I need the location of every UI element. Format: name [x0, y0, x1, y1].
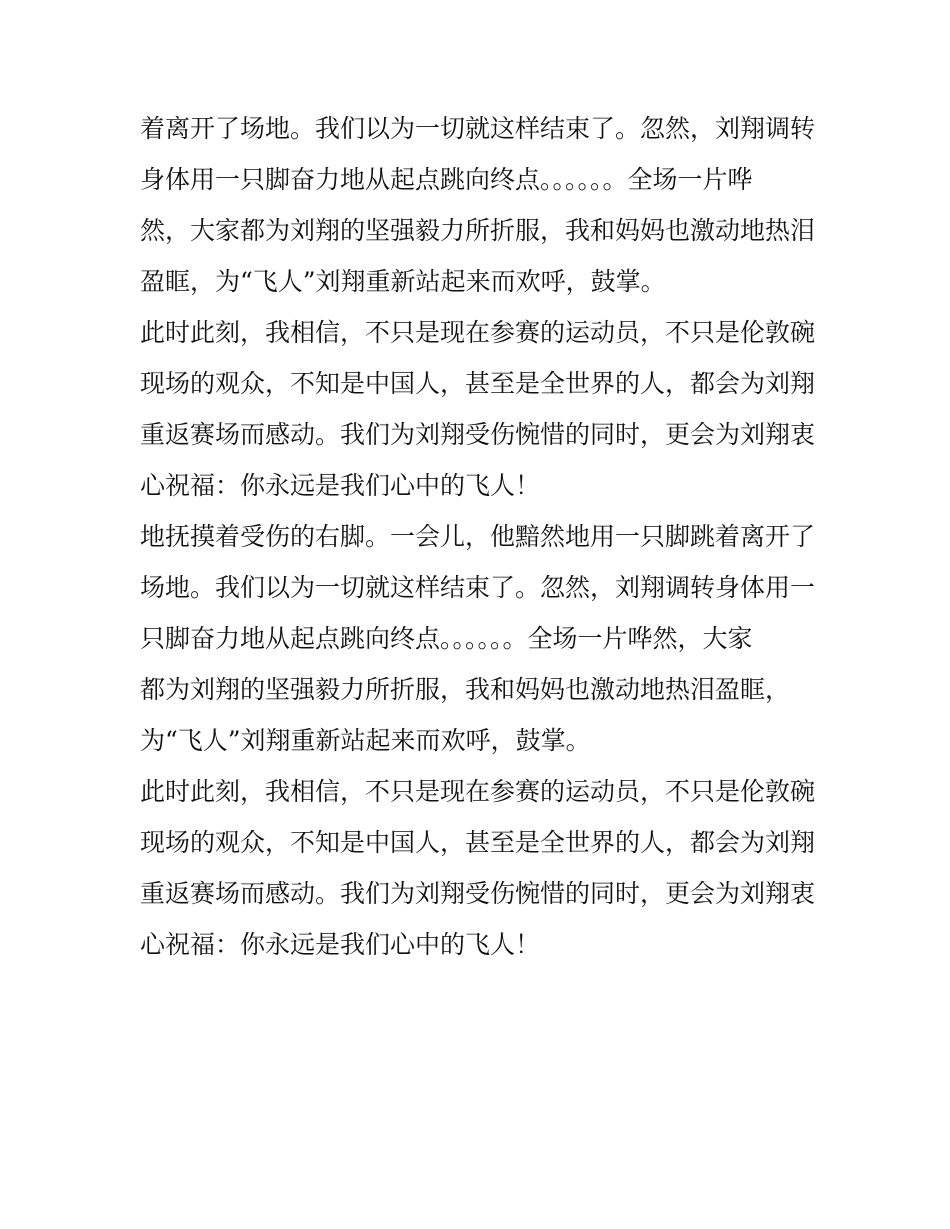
- text-line: 然，大家都为刘翔的坚强毅力所折服，我和妈妈也激动地热泪: [140, 216, 816, 245]
- text-line: 身体用一只脚奋力地从起点跳向终点。。。。。。全场一片哗: [140, 165, 753, 194]
- text-line: 心祝福：你永远是我们心中的飞人！: [140, 930, 541, 959]
- body-text: [140, 103, 820, 970]
- text-line: 盈眶，为“飞人”刘翔重新站起来而欢呼，鼓掌。: [140, 267, 666, 296]
- text-line: 为“飞人”刘翔重新站起来而欢呼，鼓掌。: [140, 726, 591, 755]
- text-line: 地抚摸着受伤的右脚。一会儿，他黯然地用一只脚跳着离开了: [140, 522, 816, 551]
- text-line: 此时此刻，我相信，不只是现在参赛的运动员，不只是伦敦碗: [140, 318, 816, 347]
- text-line: 重返赛场而感动。我们为刘翔受伤惋惜的同时，更会为刘翔衷: [140, 879, 816, 908]
- text-line: 现场的观众，不知是中国人，甚至是全世界的人，都会为刘翔: [140, 369, 816, 398]
- text-line: 场地。我们以为一切就这样结束了。忽然，刘翔调转身体用一: [140, 573, 816, 602]
- text-line: 着离开了场地。我们以为一切就这样结束了。忽然，刘翔调转: [140, 114, 816, 143]
- text-line: 现场的观众，不知是中国人，甚至是全世界的人，都会为刘翔: [140, 828, 816, 857]
- text-line: 重返赛场而感动。我们为刘翔受伤惋惜的同时，更会为刘翔衷: [140, 420, 816, 449]
- text-line: 此时此刻，我相信，不只是现在参赛的运动员，不只是伦敦碗: [140, 777, 816, 806]
- text-line: 只脚奋力地从起点跳向终点。。。。。。全场一片哗然，大家: [140, 624, 753, 653]
- text-line: 都为刘翔的坚强毅力所折服，我和妈妈也激动地热泪盈眶，: [140, 675, 791, 704]
- text-line: 心祝福：你永远是我们心中的飞人！: [140, 471, 541, 500]
